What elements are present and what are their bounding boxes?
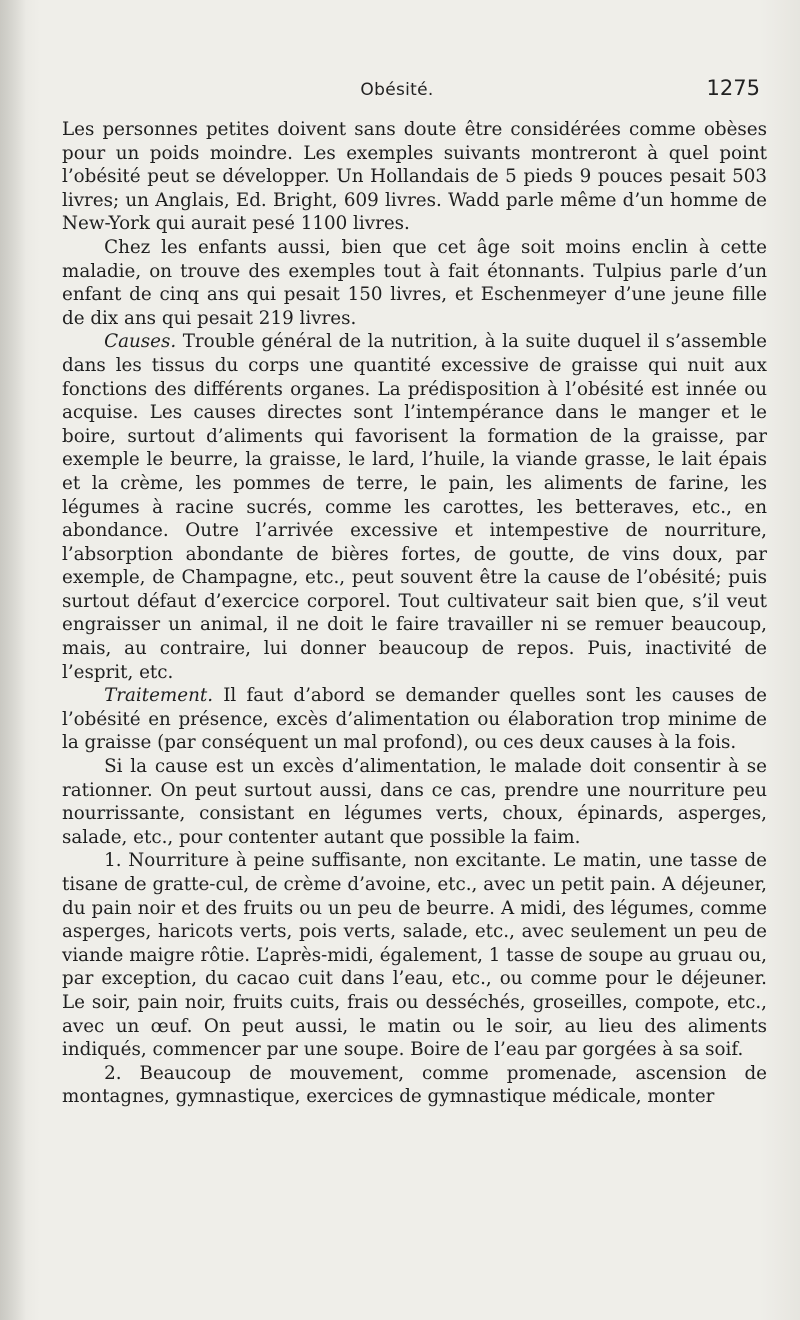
paragraph-text: Trouble général de la nutrition, à la suite duquel il s’assemble dans les tissus du corps une quantité excessive de graisse qui nuit aux fonctions des différents organes. La prédisposition à l’obésité est innée ou acquise. Les causes directes sont l’intempérance dans le manger et le boire, surtout d’aliments qui favorisent la formation de la graisse, par exemple le beurre, la graisse, le lard, l’huile, la viande grasse, le lait épais et la crème, les pommes de terre, le pain, les aliments de farine, les légumes à racine sucrés, comme les carottes, les betteraves, etc., en abondance. Outre l’arrivée excessive et intempestive de nourriture, l’absorption abondante de bières fortes, de goutte, de vins doux, par exemple, de Champagne, etc., peut souvent être la cause de l’obésité; puis surtout défaut d’exercice corporel. Tout cultivateur sait bien que, s’il veut engraisser un animal, il ne doit le faire travailler ni se remuer beaucoup, mais, au contraire, lui donner beaucoup de repos. Puis, inactivité de l’esprit, etc. bbox=[62, 331, 767, 683]
page-number: 1275 bbox=[706, 76, 760, 100]
page-gutter-shadow bbox=[0, 0, 26, 1320]
paragraph bbox=[62, 118, 767, 236]
section-heading-traitement: Traitement. bbox=[104, 685, 214, 707]
running-title: Obésité. bbox=[360, 80, 434, 100]
paragraph-text: Il faut d’abord se demander quelles sont les causes de l’obésité en présence, excès d’alimentation ou élaboration trop minime de la graisse (par conséquent un mal profond), ou ces deux causes à la fois. bbox=[62, 685, 767, 754]
paragraph-text: Les personnes petites doivent sans doute être considérées comme obèses pour un poids moindre. Les exemples suivants montreront à quel point l’obésité peut se développer. Un Hollandais de 5 pieds 9 pouces pesait 503 livres; un Anglais, Ed. Bright, 609 livres. Wadd parle même d’un homme de New-York qui aurait pesé 1100 livres. bbox=[62, 119, 767, 235]
paragraph-text: 1. Nourriture à peine suffisante, non excitante. Le matin, une tasse de tisane de gratte-cul, de crème d’avoine, etc., avec un petit pain. A déjeuner, du pain noir et des fruits ou un peu de beurre. A midi, des légumes, comme asperges, haricots verts, pois verts, salade, etc., avec seulement un peu de viande maigre rôtie. L’après-midi, également, 1 tasse de soupe au gruau ou, par exception, du cacao cuit dans l’eau, etc., ou comme pour le déjeuner. Le soir, pain noir, fruits cuits, frais ou desséchés, groseilles, compote, etc., avec un œuf. On peut aussi, le matin ou le soir, au lieu des aliments indiqués, commencer par une soupe. Boire de l’eau par gorgées à sa soif. bbox=[62, 850, 767, 1061]
paragraph bbox=[62, 755, 767, 849]
page-header bbox=[62, 74, 766, 104]
paragraph-causes bbox=[62, 330, 767, 684]
body-text bbox=[62, 118, 767, 1109]
paragraph-text: Chez les enfants aussi, bien que cet âge soit moins enclin à cette maladie, on trouve des exemples tout à fait étonnants. Tulpius parle d’un enfant de cinq ans qui pesait 150 livres, et Eschenmeyer d’une jeune fille de dix ans qui pesait 219 livres. bbox=[62, 236, 767, 329]
paragraph-text: 2. Beaucoup de mouvement, comme promenade, ascension de montagnes, gymnastique, exercices de gymnastique médicale, monter bbox=[62, 1062, 767, 1108]
paragraph-traitement bbox=[62, 684, 767, 755]
section-heading-causes: Causes. bbox=[104, 331, 177, 353]
paragraph bbox=[62, 1062, 767, 1109]
paragraph-text: Si la cause est un excès d’alimentation, le malade doit consentir à se rationner. On peut surtout aussi, dans ce cas, prendre une nourriture peu nourrissante, consistant en légumes verts, choux, épinards, asperges, salade, etc., pour contenter autant que possible la faim. bbox=[62, 756, 767, 848]
paragraph bbox=[62, 236, 767, 330]
paragraph bbox=[62, 849, 767, 1061]
